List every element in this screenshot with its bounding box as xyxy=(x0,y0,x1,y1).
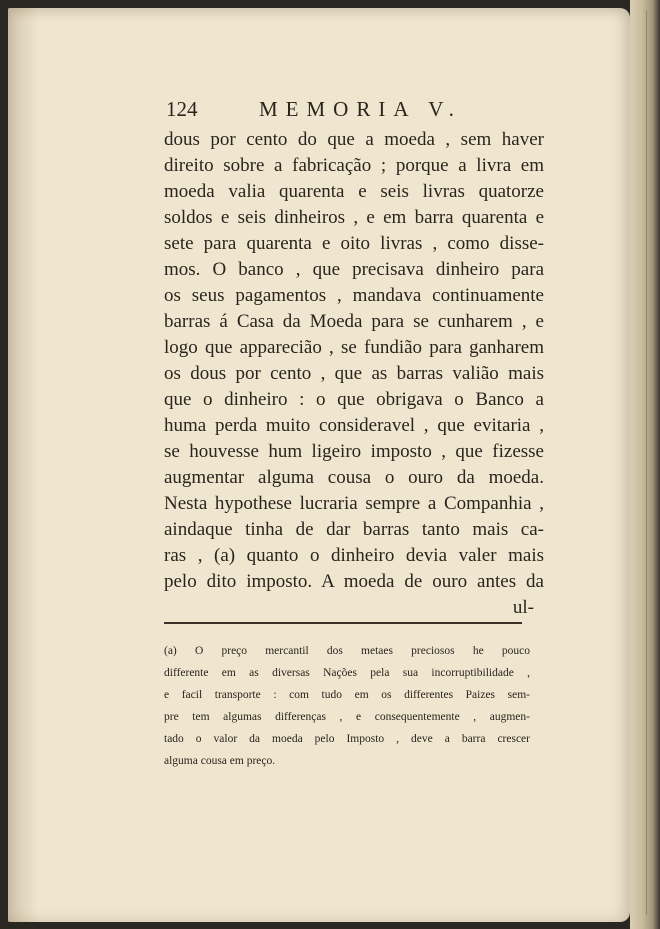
text-line: que o dinheiro : o que obrigava o Banco a xyxy=(164,389,544,410)
text-line: direito sobre a fabricação ; porque a livra em xyxy=(164,155,544,176)
footnote-rule xyxy=(164,622,522,624)
footnote-line: alguma cousa em preço. xyxy=(164,755,276,767)
footnote-line: tado o valor da moeda pelo Imposto , deve a barra crescer xyxy=(164,733,530,745)
footnote-line: (a) O preço mercantil dos metaes preciosos he pouco xyxy=(164,645,530,657)
binding-gutter xyxy=(8,8,38,922)
text-line: barras á Casa da Moeda para se cunharem , e xyxy=(164,311,544,332)
text-line: logo que apparecião , se fundião para ganharem xyxy=(164,337,544,358)
fore-edge-line xyxy=(646,10,647,915)
footnote-line: e facil transporte : com tudo em os differentes Paizes sem- xyxy=(164,689,530,701)
running-title: MEMORIA V. xyxy=(259,97,462,121)
text-line: aindaque tinha de dar barras tanto mais ca- xyxy=(164,519,544,540)
text-line: pelo dito imposto. A moeda de ouro antes da xyxy=(164,571,544,592)
text-line: os seus pagamentos , mandava continuamente xyxy=(164,285,544,306)
book-fore-edge xyxy=(630,0,660,929)
catchword: ul- xyxy=(512,597,534,618)
text-line: ras , (a) quanto o dinheiro devia valer mais xyxy=(164,545,544,566)
page-header xyxy=(166,95,546,125)
text-line: huma perda muito consideravel , que evitaria , xyxy=(164,415,544,436)
text-line: soldos e seis dinheiros , e em barra quarenta e xyxy=(164,207,544,228)
body-text xyxy=(164,127,544,621)
text-line: Nesta hypothese lucraria sempre a Companhia , xyxy=(164,493,544,514)
text-line: se houvesse hum ligeiro imposto , que fizesse xyxy=(164,441,544,462)
text-line: os dous por cento , que as barras valião mais xyxy=(164,363,544,384)
text-line: moeda valia quarenta e seis livras quatorze xyxy=(164,181,544,202)
text-line: dous por cento do que a moeda , sem haver xyxy=(164,129,544,150)
text-line: sete para quarenta e oito livras , como disse- xyxy=(164,233,544,254)
footnote xyxy=(164,640,530,772)
text-line: mos. O banco , que precisava dinheiro para xyxy=(164,259,544,280)
text-line: augmentar alguma cousa o ouro da moeda. xyxy=(164,467,544,488)
footnote-line: differente em as diversas Nações pela sua incorruptibilidade , xyxy=(164,667,530,679)
footnote-line: pre tem algumas differenças , e consequentemente , augmen- xyxy=(164,711,530,723)
page-number: 124 xyxy=(166,97,198,121)
